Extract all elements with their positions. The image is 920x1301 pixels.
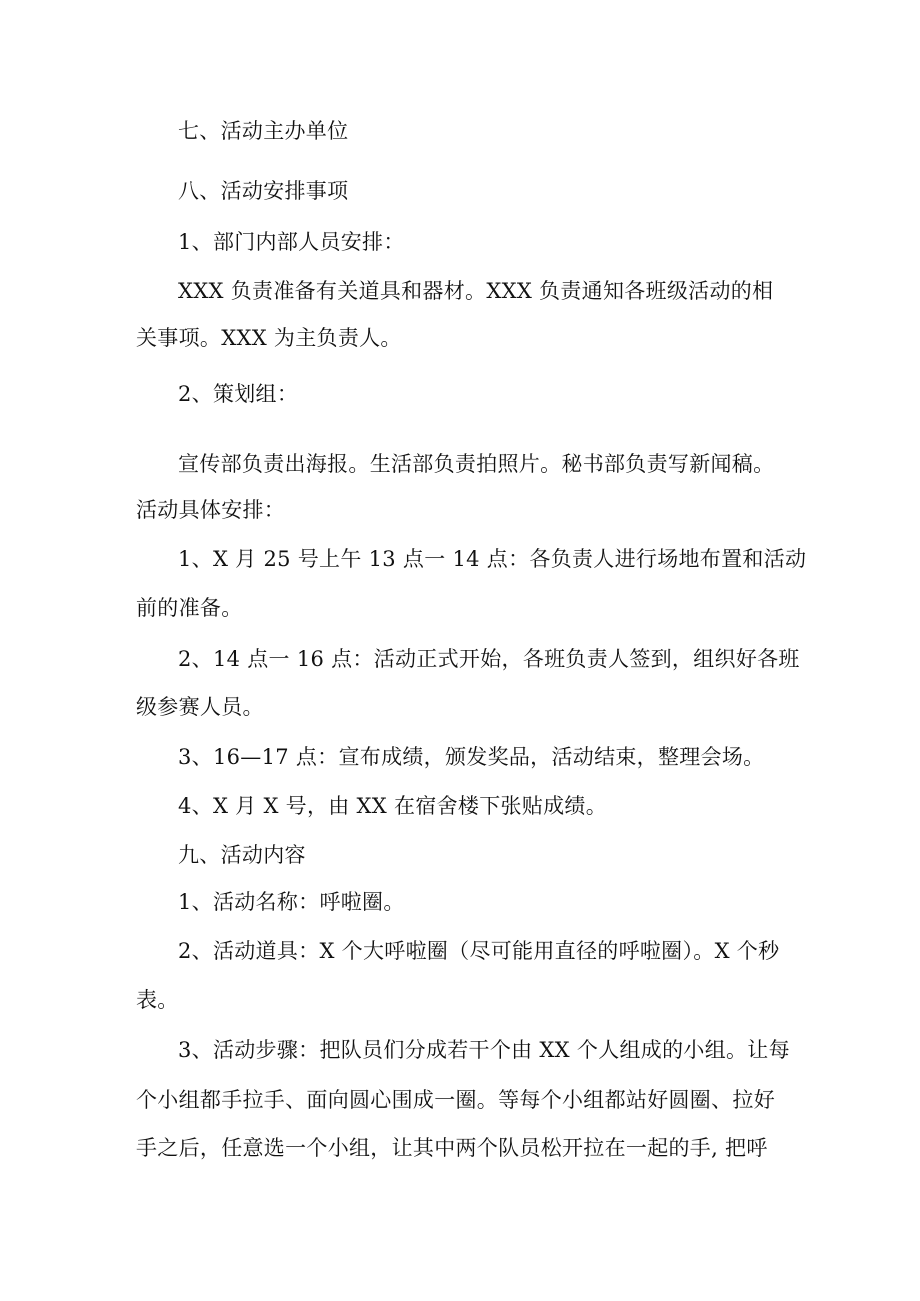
section7-heading: 七、活动主办单位 <box>178 119 349 143</box>
staff-text-line: XXX 负责准备有关道具和器材。XXX 负责通知各班级活动的相 <box>178 279 774 303</box>
section9-heading: 九、活动内容 <box>178 843 306 867</box>
planning-text-line: 活动具体安排： <box>136 498 286 522</box>
content-item-2: 2、活动道具：X 个大呼啦圈（尽可能用直径的呼啦圈）。X 个秒 <box>178 939 780 963</box>
content-item-1: 1、活动名称：呼啦圈。 <box>178 890 405 914</box>
planning-text-line: 宣传部负责出海报。生活部负责拍照片。秘书部负责写新闻稿。 <box>178 452 775 476</box>
schedule-item-2: 2、14 点一 16 点：活动正式开始，各班负责人签到，组织好各班 <box>178 647 800 671</box>
content-item-2-continuation: 表。 <box>136 988 179 1012</box>
schedule-item-1: 1、X 月 25 号上午 13 点一 14 点：各负责人进行场地布置和活动 <box>178 547 807 571</box>
content-item-3-continuation: 手之后，任意选一个小组，让其中两个队员松开拉在一起的手, 把呼 <box>136 1136 768 1160</box>
schedule-item-3: 3、16—17 点：宣布成绩，颁发奖品，活动结束，整理会场。 <box>178 745 765 769</box>
planning-heading: 2、策划组： <box>178 382 299 406</box>
schedule-item-1-continuation: 前的准备。 <box>136 596 243 620</box>
schedule-item-2-continuation: 级参赛人员。 <box>136 695 264 719</box>
staff-text-line: 关事项。XXX 为主负责人。 <box>136 326 402 350</box>
staff-heading: 1、部门内部人员安排： <box>178 230 405 254</box>
content-item-3: 3、活动步骤：把队员们分成若干个由 XX 个人组成的小组。让每 <box>178 1038 790 1062</box>
schedule-item-4: 4、X 月 X 号，由 XX 在宿舍楼下张贴成绩。 <box>178 794 608 818</box>
section8-heading: 八、活动安排事项 <box>178 179 349 203</box>
content-item-3-continuation: 个小组都手拉手、面向圆心围成一圈。等每个小组都站好圆圈、拉好 <box>136 1088 775 1112</box>
